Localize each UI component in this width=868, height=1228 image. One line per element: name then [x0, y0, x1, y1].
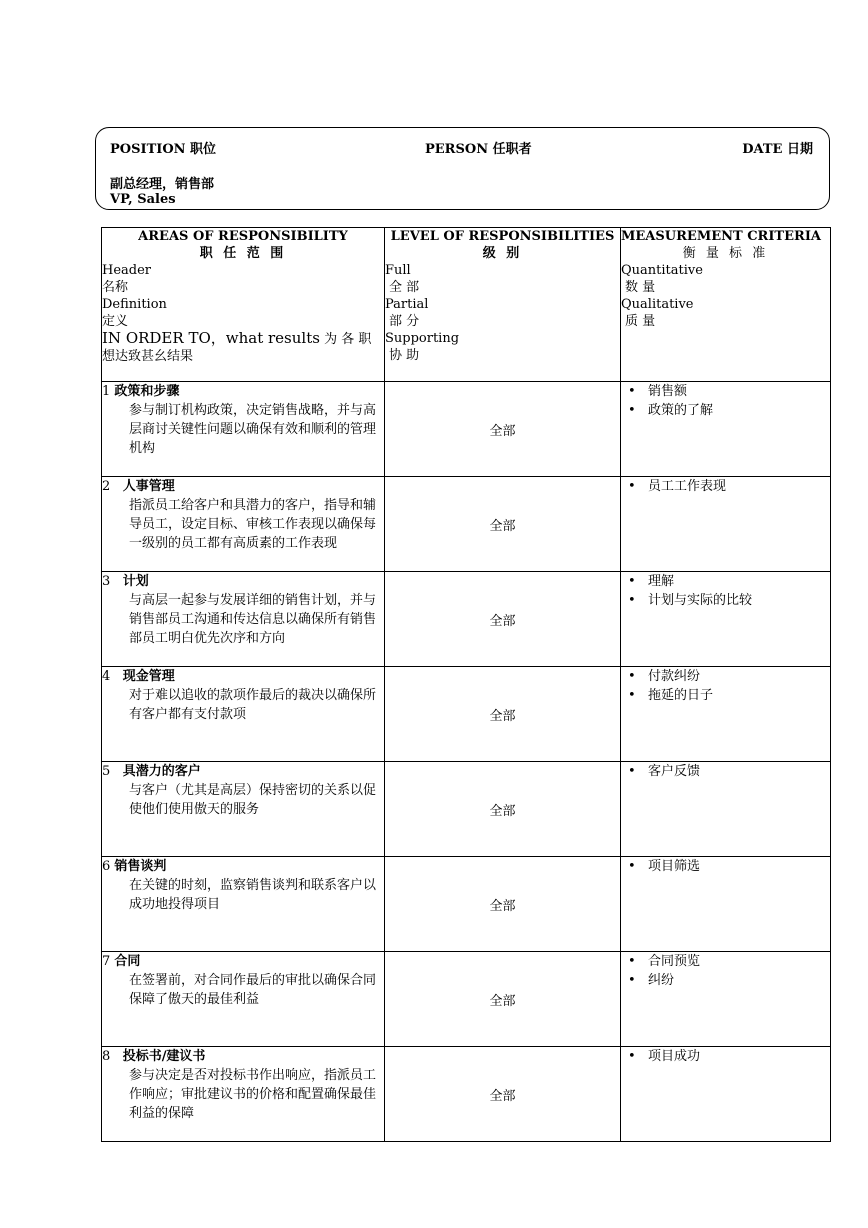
area-title: 计划	[122, 574, 149, 589]
measurement-cell	[621, 382, 831, 477]
area-description: 参与制订机构政策，决定销售战略，并与高层商讨关键性问题以确保有效和顺利的管理机构	[129, 403, 377, 456]
area-description: 与客户（尤其是高层）保持密切的关系以促使他们使用傲天的服务	[129, 783, 377, 817]
measurement-title-zh: 衡 量 标 准	[682, 246, 769, 261]
area-title: 销售谈判	[114, 859, 167, 874]
measurement-line: 数 量	[625, 280, 656, 295]
area-cell	[102, 477, 385, 572]
table-row	[102, 477, 831, 572]
areas-header	[102, 228, 385, 382]
table-row	[102, 857, 831, 952]
level-title-zh: 级 别	[482, 246, 523, 261]
area-cell	[102, 382, 385, 477]
area-cell	[102, 572, 385, 667]
table-row	[102, 952, 831, 1047]
level-cell: 全部	[385, 762, 621, 857]
measurement-item: • 销售额	[621, 382, 830, 401]
measurement-item: • 理解	[621, 572, 830, 591]
measurement-header	[621, 228, 831, 382]
area-number: 7	[102, 954, 111, 969]
level-cell: 全部	[385, 667, 621, 762]
area-cell	[102, 857, 385, 952]
table-row	[102, 382, 831, 477]
area-description: 在关键的时刻，监察销售谈判和联系客户以成功地投得项目	[129, 878, 377, 912]
position-value-zh: 副总经理，销售部	[110, 177, 215, 192]
measurement-item: • 客户反馈	[621, 762, 830, 781]
level-title: LEVEL OF RESPONSIBILITIES	[390, 229, 615, 244]
areas-line: 名称	[102, 280, 129, 295]
measurement-item: • 员工工作表现	[621, 477, 830, 496]
area-number: 3	[102, 574, 111, 589]
position-value-en: VP, Sales	[110, 192, 176, 207]
position-label: POSITION 职位	[110, 142, 217, 157]
area-cell	[102, 1047, 385, 1142]
area-description: 对于难以追收的款项作最后的裁决以确保所有客户都有支付款项	[129, 688, 377, 722]
level-cell: 全部	[385, 1047, 621, 1142]
areas-title: AREAS OF RESPONSIBILITY	[138, 229, 348, 244]
measurement-line: 质 量	[625, 314, 656, 329]
table-row	[102, 1047, 831, 1142]
area-description: 指派员工给客户和具潜力的客户，指导和辅导员工，设定目标、审核工作表现以确保每一级别的员工都有高质素的工作表现	[129, 498, 377, 551]
area-description: 参与决定是否对投标书作出响应，指派员工作响应；审批建议书的价格和配置确保最佳利益的保障	[129, 1068, 377, 1121]
area-title: 投标书/建议书	[122, 1049, 206, 1064]
area-title: 现金管理	[122, 669, 175, 684]
table-row	[102, 572, 831, 667]
position-header-box	[95, 127, 830, 210]
measurement-item: • 项目筛选	[621, 857, 830, 876]
area-number: 8	[102, 1049, 111, 1064]
area-title: 政策和步骤	[114, 384, 180, 399]
table-row	[102, 667, 831, 762]
area-number: 4	[102, 669, 111, 684]
areas-line: 定义	[102, 314, 129, 329]
measurement-title: MEASUREMENT CRITERIA	[621, 229, 821, 244]
measurement-line: Qualitative	[621, 297, 694, 312]
responsibility-table	[101, 227, 831, 1142]
area-title: 人事管理	[122, 479, 175, 494]
areas-title-zh: 职 任 范 围	[199, 246, 287, 261]
area-description: 与高层一起参与发展详细的销售计划，并与销售部员工沟通和传达信息以确保所有销售部员工明白优先次序和方向	[129, 593, 377, 646]
level-line: 部 分	[389, 314, 420, 329]
measurement-item: • 拖延的日子	[621, 686, 830, 705]
level-cell: 全部	[385, 952, 621, 1047]
measurement-item: • 项目成功	[621, 1047, 830, 1066]
level-line: Supporting	[385, 331, 460, 346]
area-title: 具潜力的客户	[122, 764, 201, 779]
measurement-cell	[621, 952, 831, 1047]
level-line: Full	[385, 263, 411, 278]
areas-line: Definition	[102, 297, 167, 312]
measurement-cell	[621, 667, 831, 762]
table-row	[102, 762, 831, 857]
measurement-item: • 合同预览	[621, 952, 830, 971]
measurement-cell	[621, 1047, 831, 1142]
measurement-cell	[621, 857, 831, 952]
level-cell: 全部	[385, 477, 621, 572]
level-cell: 全部	[385, 572, 621, 667]
level-cell: 全部	[385, 857, 621, 952]
areas-line: Header	[102, 263, 152, 278]
area-number: 6	[102, 859, 111, 874]
level-line: 协 助	[389, 348, 420, 363]
level-header	[385, 228, 621, 382]
level-line: 全 部	[389, 280, 420, 295]
measurement-item: • 政策的了解	[621, 401, 830, 420]
measurement-item: • 付款纠纷	[621, 667, 830, 686]
area-number: 2	[102, 479, 111, 494]
area-description: 在签署前，对合同作最后的审批以确保合同保障了傲天的最佳利益	[129, 973, 377, 1007]
level-cell: 全部	[385, 382, 621, 477]
area-title: 合同	[114, 954, 141, 969]
measurement-cell	[621, 762, 831, 857]
area-number: 1	[102, 384, 111, 399]
area-cell	[102, 667, 385, 762]
measurement-item: • 计划与实际的比较	[621, 591, 830, 610]
areas-order-zh: 为 各 职想达致甚幺结果	[102, 332, 372, 364]
date-label: DATE 日期	[742, 142, 813, 157]
areas-order-en: IN ORDER TO，what results	[102, 329, 320, 347]
table-header-row	[102, 228, 831, 382]
measurement-cell	[621, 572, 831, 667]
measurement-item: • 纠纷	[621, 971, 830, 990]
measurement-line: Quantitative	[621, 263, 703, 278]
measurement-cell	[621, 477, 831, 572]
level-line: Partial	[385, 297, 429, 312]
area-cell	[102, 762, 385, 857]
area-number: 5	[102, 764, 111, 779]
area-cell	[102, 952, 385, 1047]
areas-order	[102, 330, 384, 365]
person-label: PERSON 任职者	[425, 142, 532, 157]
